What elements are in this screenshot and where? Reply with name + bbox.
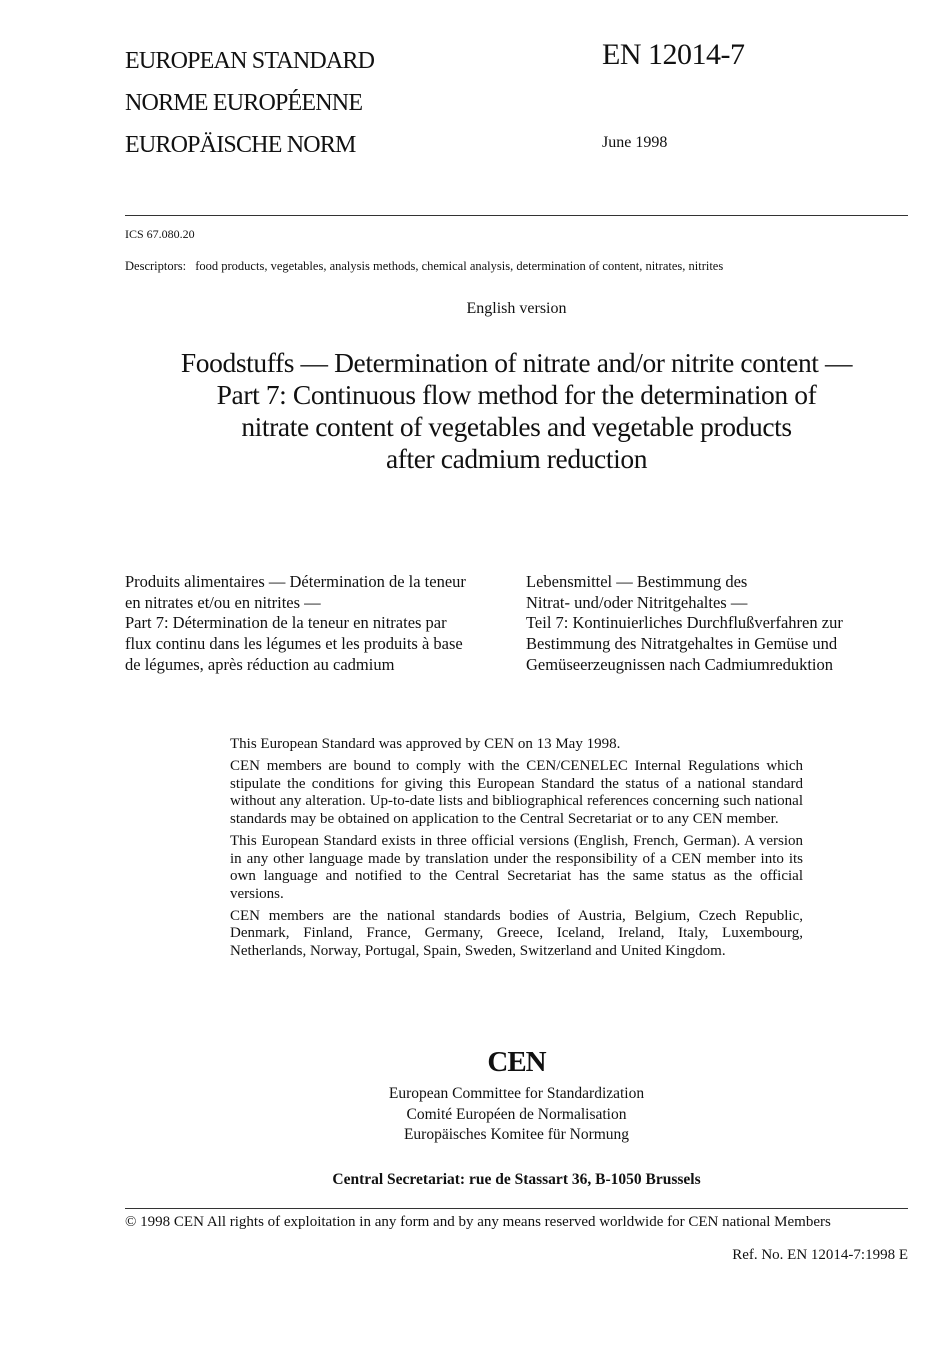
approval-paragraph: This European Standard exists in three official versions (English, French, German). A version in any other language made by translation under the responsibility of a CEN member into its own language and notified to the Central Secretariat has the same status as the official versions. [230, 832, 803, 902]
cen-name-en: European Committee for Standardization [388, 1085, 645, 1102]
standard-title-en: EUROPEAN STANDARD [125, 48, 375, 74]
standard-title-fr: NORME EUROPÉENNE [125, 90, 363, 116]
copyright-notice: © 1998 CEN All rights of exploitation in any form and by any means reserved worldwide for CEN national Members [125, 1214, 831, 1230]
approval-paragraph: This European Standard was approved by CEN on 13 May 1998. [230, 736, 621, 752]
secretariat-address: Central Secretariat: rue de Stassart 36, B-1050 Brussels [332, 1171, 701, 1188]
standard-title-de: EUROPÄISCHE NORM [125, 132, 356, 158]
version-label: English version [466, 300, 567, 317]
french-title [125, 572, 515, 676]
cen-logo: CEN [487, 1046, 546, 1078]
standard-number: EN 12014-7 [602, 38, 745, 71]
cen-name-de: Europäisches Komitee für Normung [403, 1126, 630, 1144]
french-title-line: en nitrates et/ou en nitrites — [125, 592, 321, 612]
french-title-line: de légumes, après réduction au cadmium [125, 654, 395, 674]
descriptors [125, 260, 723, 273]
german-title-line: Gemüseerzeugnissen nach Cadmiumreduktion [526, 654, 833, 674]
french-title-line: Produits alimentaires — Détermination de la teneur [125, 572, 466, 591]
title-line: Foodstuffs — Determination of nitrate and/or nitrite content — [180, 347, 853, 378]
ics-code: ICS 67.080.20 [125, 227, 195, 241]
descriptors-label: Descriptors: [125, 259, 187, 273]
approval-paragraph: CEN members are the national standards bodies of Austria, Belgium, Czech Republic, Denmark, Finland, France, Germany, Greece, Iceland, Ireland, Italy, Luxembourg, Netherlands, Norway, Portugal, Spain, Sweden, Switzerland and United Kingdom. [230, 907, 803, 960]
approval-paragraph: CEN members are bound to comply with the CEN/CENELEC Internal Regulations which stipulate the conditions for giving this European Standard the status of a national standard without any alteration. Up-to-date lists and bibliographical references concerning such national standards may be obtained on application to the Central Secretariat or to any CEN member. [230, 758, 803, 827]
german-title-line: Bestimmung des Nitratgehaltes in Gemüse und [526, 634, 838, 654]
title-line: nitrate content of vegetables and vegetable products [241, 411, 792, 442]
document-title [125, 347, 908, 475]
german-title-line: Nitrat- und/oder Nitritgehaltes — [526, 592, 748, 612]
cen-name-fr: Comité Européen de Normalisation [406, 1105, 627, 1123]
german-title [526, 572, 916, 676]
header-divider [125, 215, 908, 216]
german-title-line: Teil 7: Kontinuierliches Durchflußverfahren zur [526, 613, 843, 633]
french-title-line: flux continu dans les légumes et les produits à base [125, 634, 463, 654]
approval-notice [230, 736, 803, 965]
reference-number: Ref. No. EN 12014-7:1998 E [732, 1247, 908, 1263]
footer-divider [125, 1208, 908, 1209]
descriptors-text: food products, vegetables, analysis methods, chemical analysis, determination of content, nitrates, nitrites [195, 259, 724, 273]
german-title-line: Lebensmittel — Bestimmung des [526, 572, 748, 591]
cen-names [125, 1084, 908, 1146]
title-line: Part 7: Continuous flow method for the determination of [216, 379, 817, 410]
standard-date: June 1998 [602, 134, 668, 151]
title-line: after cadmium reduction [385, 443, 648, 474]
french-title-line: Part 7: Détermination de la teneur en nitrates par [125, 613, 447, 633]
